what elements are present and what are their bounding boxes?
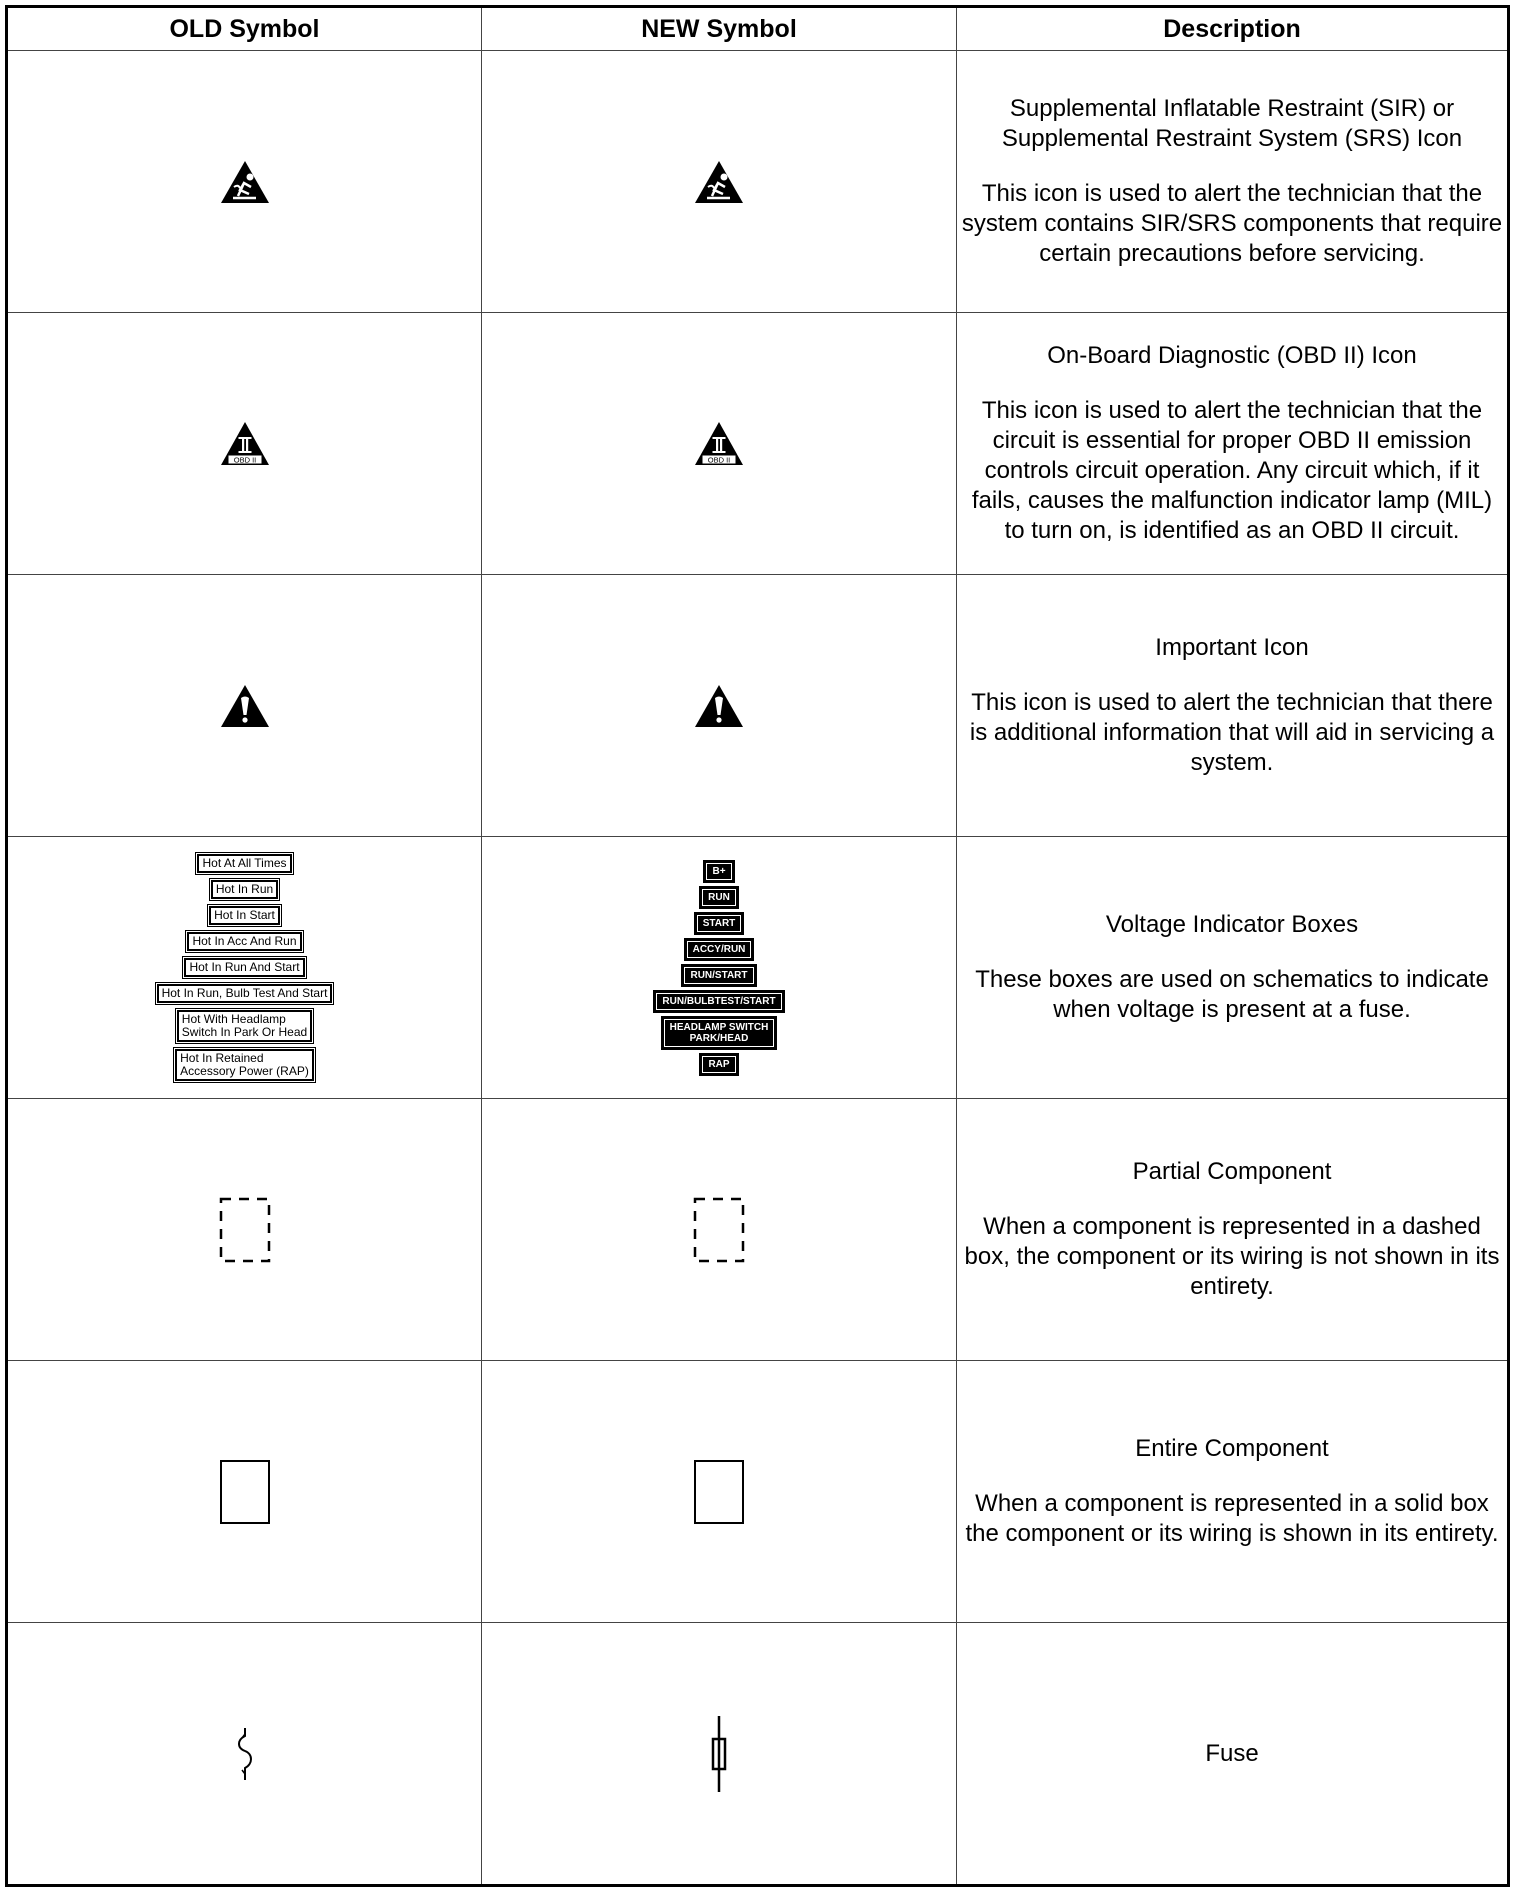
voltage-box: Hot In Retained Accessory Power (RAP) xyxy=(175,1049,314,1081)
entire-component-icon xyxy=(693,1459,745,1525)
voltage-box-label: RAP xyxy=(702,1056,735,1073)
old-symbol-cell xyxy=(7,313,482,575)
obd-ii-warning-icon xyxy=(220,421,270,467)
voltage-box-label: RUN/START xyxy=(684,967,753,984)
obd-ii-warning-icon xyxy=(694,421,744,467)
description-cell xyxy=(957,575,1509,837)
voltage-box xyxy=(684,938,755,961)
voltage-box-label: START xyxy=(697,915,742,932)
description-body: This icon is used to alert the technician that there is additional information that will aid in servicing a system. xyxy=(969,689,1495,776)
description-cell xyxy=(957,51,1509,313)
old-symbol-cell xyxy=(7,51,482,313)
table-row xyxy=(7,1099,1509,1361)
description-title: Voltage Indicator Boxes xyxy=(1105,911,1359,938)
voltage-box xyxy=(699,886,739,909)
header-description: Description xyxy=(957,7,1509,51)
voltage-box-label: B+ xyxy=(706,863,731,880)
partial-component-icon xyxy=(219,1197,271,1263)
table-row xyxy=(7,313,1509,575)
description-title: Important Icon xyxy=(1155,634,1309,661)
new-symbol-cell xyxy=(482,837,957,1099)
old-voltage-boxes xyxy=(8,852,481,1083)
voltage-box-label: ACCY/RUN xyxy=(687,941,752,958)
description-title: Supplemental Inflatable Restraint (SIR) or Supplemental Restraint System (SRS) Icon xyxy=(1001,95,1463,152)
header-new-symbol: NEW Symbol xyxy=(482,7,957,51)
voltage-box: Hot In Run xyxy=(211,880,278,899)
symbol-legend-table xyxy=(5,5,1510,1887)
description-title: On-Board Diagnostic (OBD II) Icon xyxy=(1047,342,1417,369)
table-row xyxy=(7,1361,1509,1623)
voltage-box: Hot In Acc And Run xyxy=(187,932,301,951)
description-cell xyxy=(957,1623,1509,1886)
table-row xyxy=(7,837,1509,1099)
table-row xyxy=(7,1623,1509,1886)
description-title: Fuse xyxy=(1205,1739,1259,1767)
new-symbol-cell xyxy=(482,51,957,313)
voltage-box: Hot At All Times xyxy=(197,854,291,873)
header-row xyxy=(7,7,1509,51)
partial-component-icon xyxy=(693,1197,745,1263)
old-symbol-cell xyxy=(7,837,482,1099)
voltage-box xyxy=(694,912,745,935)
new-symbol-cell xyxy=(482,1361,957,1623)
description-title: Partial Component xyxy=(1132,1158,1332,1185)
voltage-box xyxy=(681,964,756,987)
new-symbol-cell xyxy=(482,1099,957,1361)
obd-ii-label: OBD II xyxy=(707,455,731,464)
table-row xyxy=(7,575,1509,837)
description-cell xyxy=(957,1361,1509,1623)
description-cell xyxy=(957,1099,1509,1361)
voltage-box-label: RUN/BULBTEST/START xyxy=(656,993,781,1010)
voltage-box-label: HEADLAMP SWITCH PARK/HEAD xyxy=(664,1019,775,1047)
voltage-box: Hot In Start xyxy=(209,906,280,925)
entire-component-icon xyxy=(219,1459,271,1525)
important-warning-icon xyxy=(694,684,744,728)
sir-airbag-warning-icon xyxy=(220,160,270,204)
description-cell xyxy=(957,837,1509,1099)
fuse-icon xyxy=(708,1716,730,1792)
voltage-box xyxy=(699,1053,738,1076)
sir-airbag-warning-icon xyxy=(694,160,744,204)
description-body: When a component is represented in a solid box the component or its wiring is shown in its entirety. xyxy=(965,1490,1499,1547)
important-warning-icon xyxy=(220,684,270,728)
description-body: This icon is used to alert the technician that the system contains SIR/SRS components that require certain precautions before servicing. xyxy=(961,180,1503,267)
new-voltage-boxes xyxy=(482,860,956,1076)
voltage-box xyxy=(653,990,784,1013)
old-symbol-cell xyxy=(7,1623,482,1886)
description-body: When a component is represented in a dashed box, the component or its wiring is not shown in its entirety. xyxy=(964,1213,1500,1300)
voltage-box xyxy=(661,1016,778,1050)
description-cell xyxy=(957,313,1509,575)
description-title: Entire Component xyxy=(1135,1435,1329,1462)
new-symbol-cell xyxy=(482,313,957,575)
voltage-box xyxy=(703,860,734,883)
old-symbol-cell xyxy=(7,1099,482,1361)
description-body: These boxes are used on schematics to indicate when voltage is present at a fuse. xyxy=(975,966,1489,1023)
old-symbol-cell xyxy=(7,1361,482,1623)
obd-ii-label: OBD II xyxy=(233,455,256,464)
voltage-box-label: RUN xyxy=(702,889,736,906)
header-old-symbol: OLD Symbol xyxy=(7,7,482,51)
fuse-icon xyxy=(235,1726,255,1782)
new-symbol-cell xyxy=(482,575,957,837)
new-symbol-cell xyxy=(482,1623,957,1886)
voltage-box: Hot In Run And Start xyxy=(184,958,304,977)
old-symbol-cell xyxy=(7,575,482,837)
voltage-box: Hot In Run, Bulb Test And Start xyxy=(157,984,333,1003)
table-row xyxy=(7,51,1509,313)
voltage-box: Hot With Headlamp Switch In Park Or Head xyxy=(177,1010,312,1042)
description-body: This icon is used to alert the technician that the circuit is essential for proper OBD II emission controls circuit operation. Any circuit which, if it fails, causes the malfunction indicator lamp (MIL) to turn on, is identified as an OBD II circuit. xyxy=(971,397,1493,544)
